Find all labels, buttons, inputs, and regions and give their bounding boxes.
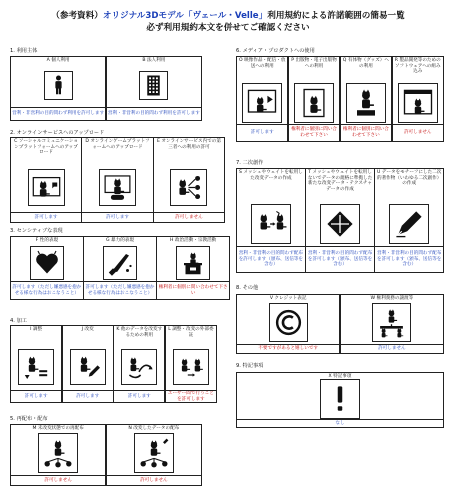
distribute-modified-icon <box>134 433 174 473</box>
copyright-icon <box>269 303 308 342</box>
mesh-transfer-icon <box>251 204 291 244</box>
permission-label: S メッシュやウェイトを転用した改変データの作成 <box>238 170 303 181</box>
permission-label: J 改変 <box>81 327 94 332</box>
permission-cell <box>236 372 444 428</box>
permission-label: D オンラインゲームプラットフォームへのアップロード <box>85 139 150 150</box>
person-icon <box>44 71 73 100</box>
permission-label: M 未改変状態での再配布 <box>32 426 84 431</box>
section-title-s4: 4. 加工 <box>10 318 27 324</box>
permission-cell <box>10 424 106 486</box>
modify-icon <box>70 349 106 385</box>
permission-cell <box>236 294 340 354</box>
section-title-s2: 2. オンラインサービスへのアップロード <box>10 130 105 136</box>
permission-result: 許可します <box>114 390 164 402</box>
permission-result: 営利・非営利の目的問わず配布を許可します（頒布、送信等を含む） <box>306 246 374 272</box>
permission-label: L 調整・改変の外部委託 <box>168 327 214 338</box>
permission-result: 許可します（ただし嫌悪感を抱かせる様な行為はおこなうこと） <box>11 281 83 299</box>
section-table-s9 <box>236 372 444 428</box>
permission-result: 権利者に個別に問い合わせて下さい <box>289 124 339 141</box>
redistribute-icon <box>38 433 78 473</box>
permission-cell <box>236 168 306 273</box>
permission-cell <box>10 325 62 403</box>
building-icon <box>139 71 168 100</box>
permission-cell <box>62 325 114 403</box>
permission-label: W 権利義務の譲渡等 <box>370 296 414 301</box>
permission-label: B 法人利用 <box>142 58 166 63</box>
permission-label: Q 有体物（グッズ）への利用 <box>342 58 389 69</box>
permission-result: ユーザー間で行うことを許可します <box>166 390 216 402</box>
goods-icon <box>346 83 386 123</box>
permission-cell <box>374 168 444 273</box>
permission-result: 不要ですがあると嬉しいです <box>237 344 339 353</box>
permission-label: N 改変したデータの配布 <box>128 426 180 431</box>
permission-result: 許可しません <box>154 212 224 222</box>
permission-result: 許可します <box>11 212 81 222</box>
permission-label: K 他のデータを改変するための利用 <box>116 327 163 338</box>
permission-cell <box>340 56 392 142</box>
permission-label: V クレジット表記 <box>269 296 307 301</box>
transfer-rights-icon <box>372 303 411 342</box>
new-data-icon <box>320 204 360 244</box>
section-table-s3 <box>10 236 230 300</box>
section-title-s6: 6. メディア・プロダクトへの使用 <box>236 48 315 54</box>
section-table-s5 <box>10 424 202 486</box>
permission-cell <box>165 325 217 403</box>
permission-cell <box>81 137 153 223</box>
document-header <box>0 10 456 34</box>
pen-icon <box>389 204 429 244</box>
section-table-s2 <box>10 137 225 223</box>
permission-result: 権利者に個別に問い合わせて下さい <box>157 281 229 299</box>
video-icon <box>242 83 282 123</box>
section-table-s4 <box>10 325 217 403</box>
adjust-icon <box>18 349 54 385</box>
permission-cell <box>340 294 444 354</box>
permission-cell <box>10 56 106 121</box>
section-title-s9: 9. 特記事項 <box>236 363 264 369</box>
permission-cell <box>10 137 82 223</box>
permission-result: 許可しません <box>107 475 201 485</box>
permission-label: H 政治活動・宗教活動 <box>170 238 217 243</box>
section-table-s8 <box>236 294 444 354</box>
permission-result: 許可します <box>82 212 152 222</box>
permission-label: F 性的表現 <box>35 238 59 243</box>
knife-icon <box>103 246 137 280</box>
podium-icon <box>176 246 210 280</box>
game-platform-icon <box>99 169 136 206</box>
permission-result: 営利・非営利の目的問わず配布を許可します（頒布、送信等を含む） <box>375 246 443 272</box>
publication-icon <box>294 83 334 123</box>
share-third-party-icon <box>170 169 207 206</box>
permission-cell <box>288 56 340 142</box>
section-title-s5: 5. 再配布・配布 <box>10 416 48 422</box>
section-table-s1 <box>10 56 202 121</box>
section-table-s7 <box>236 168 444 273</box>
permission-cell <box>10 236 84 300</box>
permission-result: 許可します <box>237 124 287 141</box>
permission-result: 営利・非営利の目的問わず利用を許可します <box>107 107 201 120</box>
permission-label: I 調整 <box>30 327 43 332</box>
social-platform-icon <box>28 169 65 206</box>
reuse-data-icon <box>121 349 157 385</box>
permission-cell <box>113 325 165 403</box>
permission-cell <box>106 56 202 121</box>
permission-label: G 暴力的表現 <box>106 238 134 243</box>
permission-label: U データをモチーフにした二次的著作物（いわゆる二次創作）の作成 <box>376 170 442 187</box>
permission-cell <box>392 56 444 142</box>
permission-result: 許可します <box>11 390 61 402</box>
header-line1: （参考資料）オリジナル3Dモデル「ヴェール・Velle」利用規約による許諾範囲の簡易一覧 <box>51 11 405 21</box>
permission-cell <box>153 137 225 223</box>
permission-result: 許可しません <box>11 475 105 485</box>
section-title-s1: 1. 利用主体 <box>10 48 38 54</box>
permission-label: T メッシュやウェイトを転用しないでデータの規格に準拠した新たな改変データ・テクスチャデータの作成 <box>307 170 373 192</box>
section-table-s6 <box>236 56 444 142</box>
permission-result: 許可しません <box>393 124 443 141</box>
permission-cell <box>83 236 157 300</box>
section-title-s7: 7. 二次創作 <box>236 160 264 166</box>
permission-result: 許可します <box>63 390 113 402</box>
permission-result: 権利者に個別に問い合わせて下さい <box>341 124 391 141</box>
permission-result: 許可します（ただし嫌悪感を抱かせる様な行為はおこなうこと） <box>84 281 156 299</box>
software-icon <box>398 83 438 123</box>
exclamation-icon <box>320 379 360 419</box>
permission-label: A 個人利用 <box>46 58 70 63</box>
section-title-s3: 3. センシティブな表現 <box>10 228 63 234</box>
header-line2: 必ず利用規約本文を併せてご確認ください <box>146 23 310 33</box>
section-title-s8: 8. その他 <box>236 285 259 291</box>
permission-cell <box>156 236 230 300</box>
permission-label: C ソーシャルコミュニケーションプラットフォームへのアップロード <box>14 139 78 156</box>
permission-cell <box>305 168 375 273</box>
permission-label: P 出版物・電子出版物への利用 <box>291 58 337 69</box>
permission-cell <box>236 56 288 142</box>
permission-label: O 映像作品・配信・放送への利用 <box>239 58 286 69</box>
permission-label: E オンラインサービス内での第三者への利用の許可 <box>156 139 221 150</box>
permission-cell <box>106 424 202 486</box>
permission-label: R 製品開発等のためのソフトウェアへの組み込み <box>394 58 441 75</box>
permission-label: X 特記事項 <box>328 374 352 379</box>
permission-result: 許可しません <box>341 344 443 353</box>
heart-icon <box>30 246 64 280</box>
permission-result: 営利・非営利の目的問わず利用を許可します <box>11 107 105 120</box>
permission-result: なし <box>237 419 443 427</box>
outsource-icon <box>173 349 209 385</box>
permission-result: 営利・非営利の目的問わず配布を許可します（頒布、送信等を含む） <box>237 246 305 272</box>
